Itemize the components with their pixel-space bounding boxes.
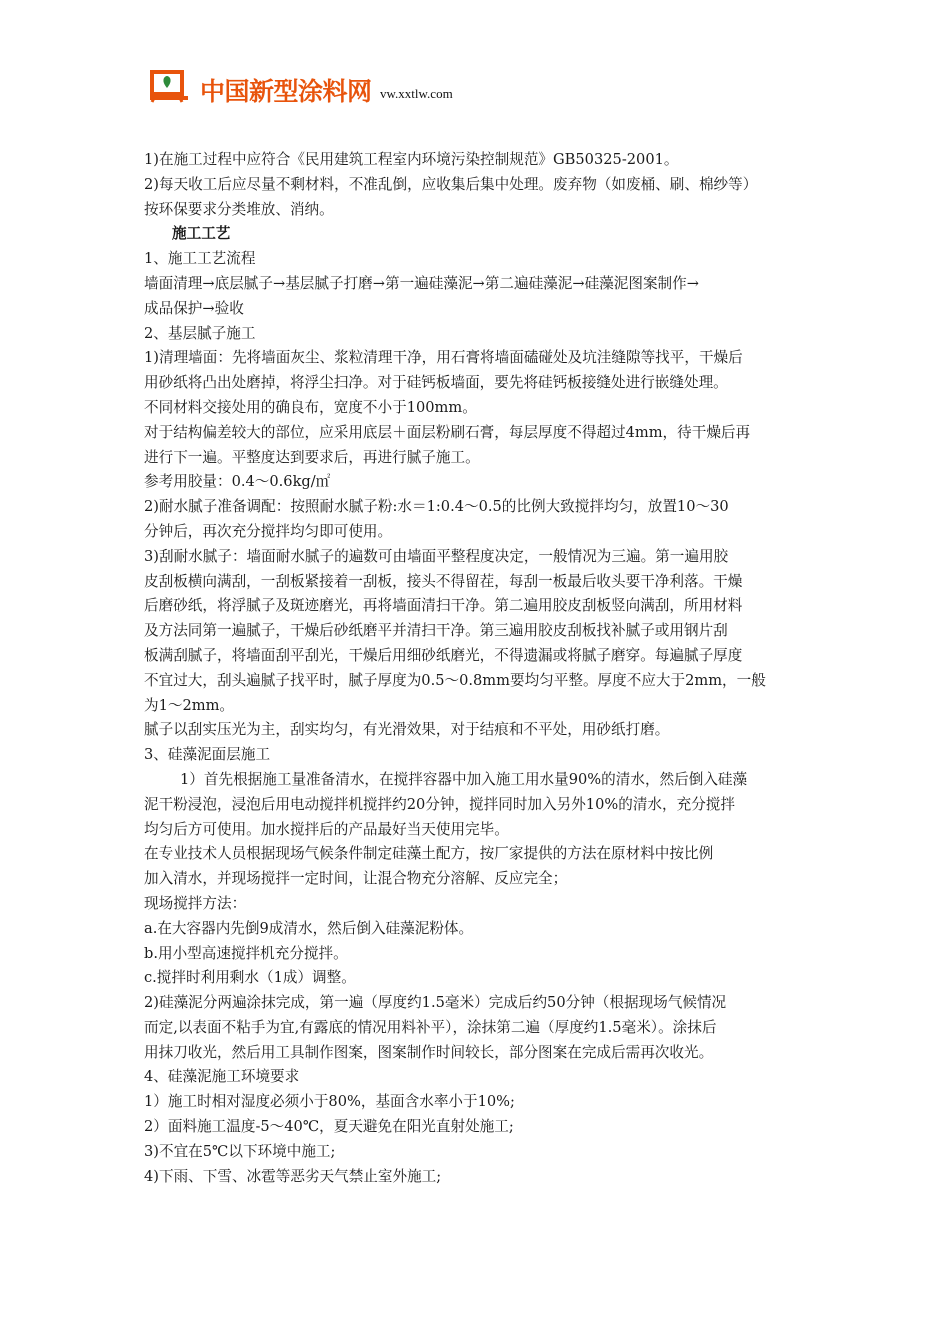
text-line: 2）面料施工温度-5～40℃，夏天避免在阳光直射处施工; [144,1118,514,1136]
text-line: 3)刮耐水腻子：墙面耐水腻子的遍数可由墙面平整程度决定，一般情况为三遍。第一遍用胶 [144,547,729,565]
site-header [150,66,550,110]
text-line: 而定,以表面不粘手为宜,有露底的情况用料补平），涂抹第二遍（厚度约1.5毫米）。涂抹后 [144,1018,717,1036]
section-heading: 施工工艺 [172,225,231,243]
logo-icon [150,70,190,104]
text-line: 1）首先根据施工量准备清水，在搅拌容器中加入施工用水量90%的清水，然后倒入硅藻 [180,770,748,788]
text-line: 2)每天收工后应尽量不剩材料，不准乱倒，应收集后集中处理。废弃物（如废桶、刷、棉纱等） [144,175,758,193]
text-line: 2)硅藻泥分两遍涂抹完成，第一遍（厚度约1.5毫米）完成后约50分钟（根据现场气候情况 [144,994,727,1012]
text-line: 4)下雨、下雪、冰雹等恶劣天气禁止室外施工; [144,1167,442,1185]
text-line: a.在大容器内先倒9成清水，然后倒入硅藻泥粉体。 [144,919,474,937]
text-line: 进行下一遍。平整度达到要求后，再进行腻子施工。 [144,448,480,466]
text-line: 2)耐水腻子准备调配：按照耐水腻子粉:水＝1:0.4～0.5的比例大致搅拌均匀，放置10～30 [144,498,729,516]
text-line: 及方法同第一遍腻子，干燥后砂纸磨平并清扫干净。第三遍用胶皮刮板找补腻子或用钢片刮 [144,622,728,640]
text-line: 后磨砂纸，将浮腻子及斑迹磨光，再将墙面清扫干净。第二遍用胶皮刮板竖向满刮，所用材料 [144,597,743,615]
text-line: 分钟后，再次充分搅拌均匀即可使用。 [144,522,393,540]
text-line: 板满刮腻子，将墙面刮平刮光，干燥后用细砂纸磨光，不得遗漏或将腻子磨穿。每遍腻子厚度 [144,646,743,664]
document-body [144,148,809,1189]
text-line: 为1～2mm。 [144,696,235,714]
text-line: 4、硅藻泥施工环境要求 [144,1068,300,1086]
text-line: 3、硅藻泥面层施工 [144,746,271,764]
text-line: 现场搅拌方法： [144,894,247,912]
text-line: 参考用胶量：0.4～0.6kg/㎡ [144,473,331,491]
text-line: 泥干粉浸泡，浸泡后用电动搅拌机搅拌约20分钟，搅拌同时加入另外10%的清水，充分搅拌 [144,795,735,813]
text-line: 腻子以刮实压光为主，刮实均匀，有光滑效果，对于结痕和不平处，用砂纸打磨。 [144,721,670,739]
text-line: 不同材料交接处用的确良布，宽度不小于100mm。 [144,398,477,416]
text-line: 2、基层腻子施工 [144,324,256,342]
text-line: 3)不宜在5℃以下环境中施工; [144,1142,336,1160]
text-line: 用砂纸将凸出处磨掉，将浮尘扫净。对于硅钙板墙面，要先将硅钙板接缝处进行嵌缝处理。 [144,374,728,392]
text-line: 墙面清理→底层腻子→基层腻子打磨→第一遍硅藻泥→第二遍硅藻泥→硅藻泥图案制作→ [144,274,699,292]
text-line: 1）施工时相对湿度必须小于80%，基面含水率小于10%; [144,1093,515,1111]
site-logo-text: 中国新型涂料网 [200,77,372,106]
text-line: 用抹刀收光，然后用工具制作图案，图案制作时间较长，部分图案在完成后需再次收光。 [144,1043,714,1061]
text-line: 按环保要求分类堆放、消纳。 [144,200,334,218]
text-line: 皮刮板横向满刮，一刮板紧接着一刮板，接头不得留茬，每刮一板最后收头要干净利落。干燥 [144,572,743,590]
text-line: 对于结构偏差较大的部位，应采用底层＋面层粉刷石膏，每层厚度不得超过4mm，待干燥后再 [144,423,751,441]
text-line: c.搅拌时利用剩水（1成）调整。 [144,969,356,987]
text-line: 1、施工工艺流程 [144,250,256,268]
text-line: 不宜过大，刮头遍腻子找平时，腻子厚度为0.5～0.8mm要均匀平整。厚度不应大于2mm，一般 [144,671,766,689]
text-line: 均匀后方可使用。加水搅拌后的产品最好当天使用完毕。 [144,820,509,838]
text-line: 在专业技术人员根据现场气候条件制定硅藻土配方，按厂家提供的方法在原材料中按比例 [144,845,714,863]
text-line: 成品保护→验收 [144,299,244,317]
text-line: b.用小型高速搅拌机充分搅拌。 [144,944,348,962]
text-line: 1)清理墙面：先将墙面灰尘、浆粒清理干净，用石膏将墙面磕碰处及坑洼缝隙等找平，干燥后 [144,349,743,367]
text-line: 1)在施工过程中应符合《民用建筑工程室内环境污染控制规范》GB50325-2001。 [144,151,679,168]
text-line: 加入清水，并现场搅拌一定时间，让混合物充分溶解、反应完全； [144,870,568,888]
site-url: vw.xxtlw.com [380,86,453,101]
